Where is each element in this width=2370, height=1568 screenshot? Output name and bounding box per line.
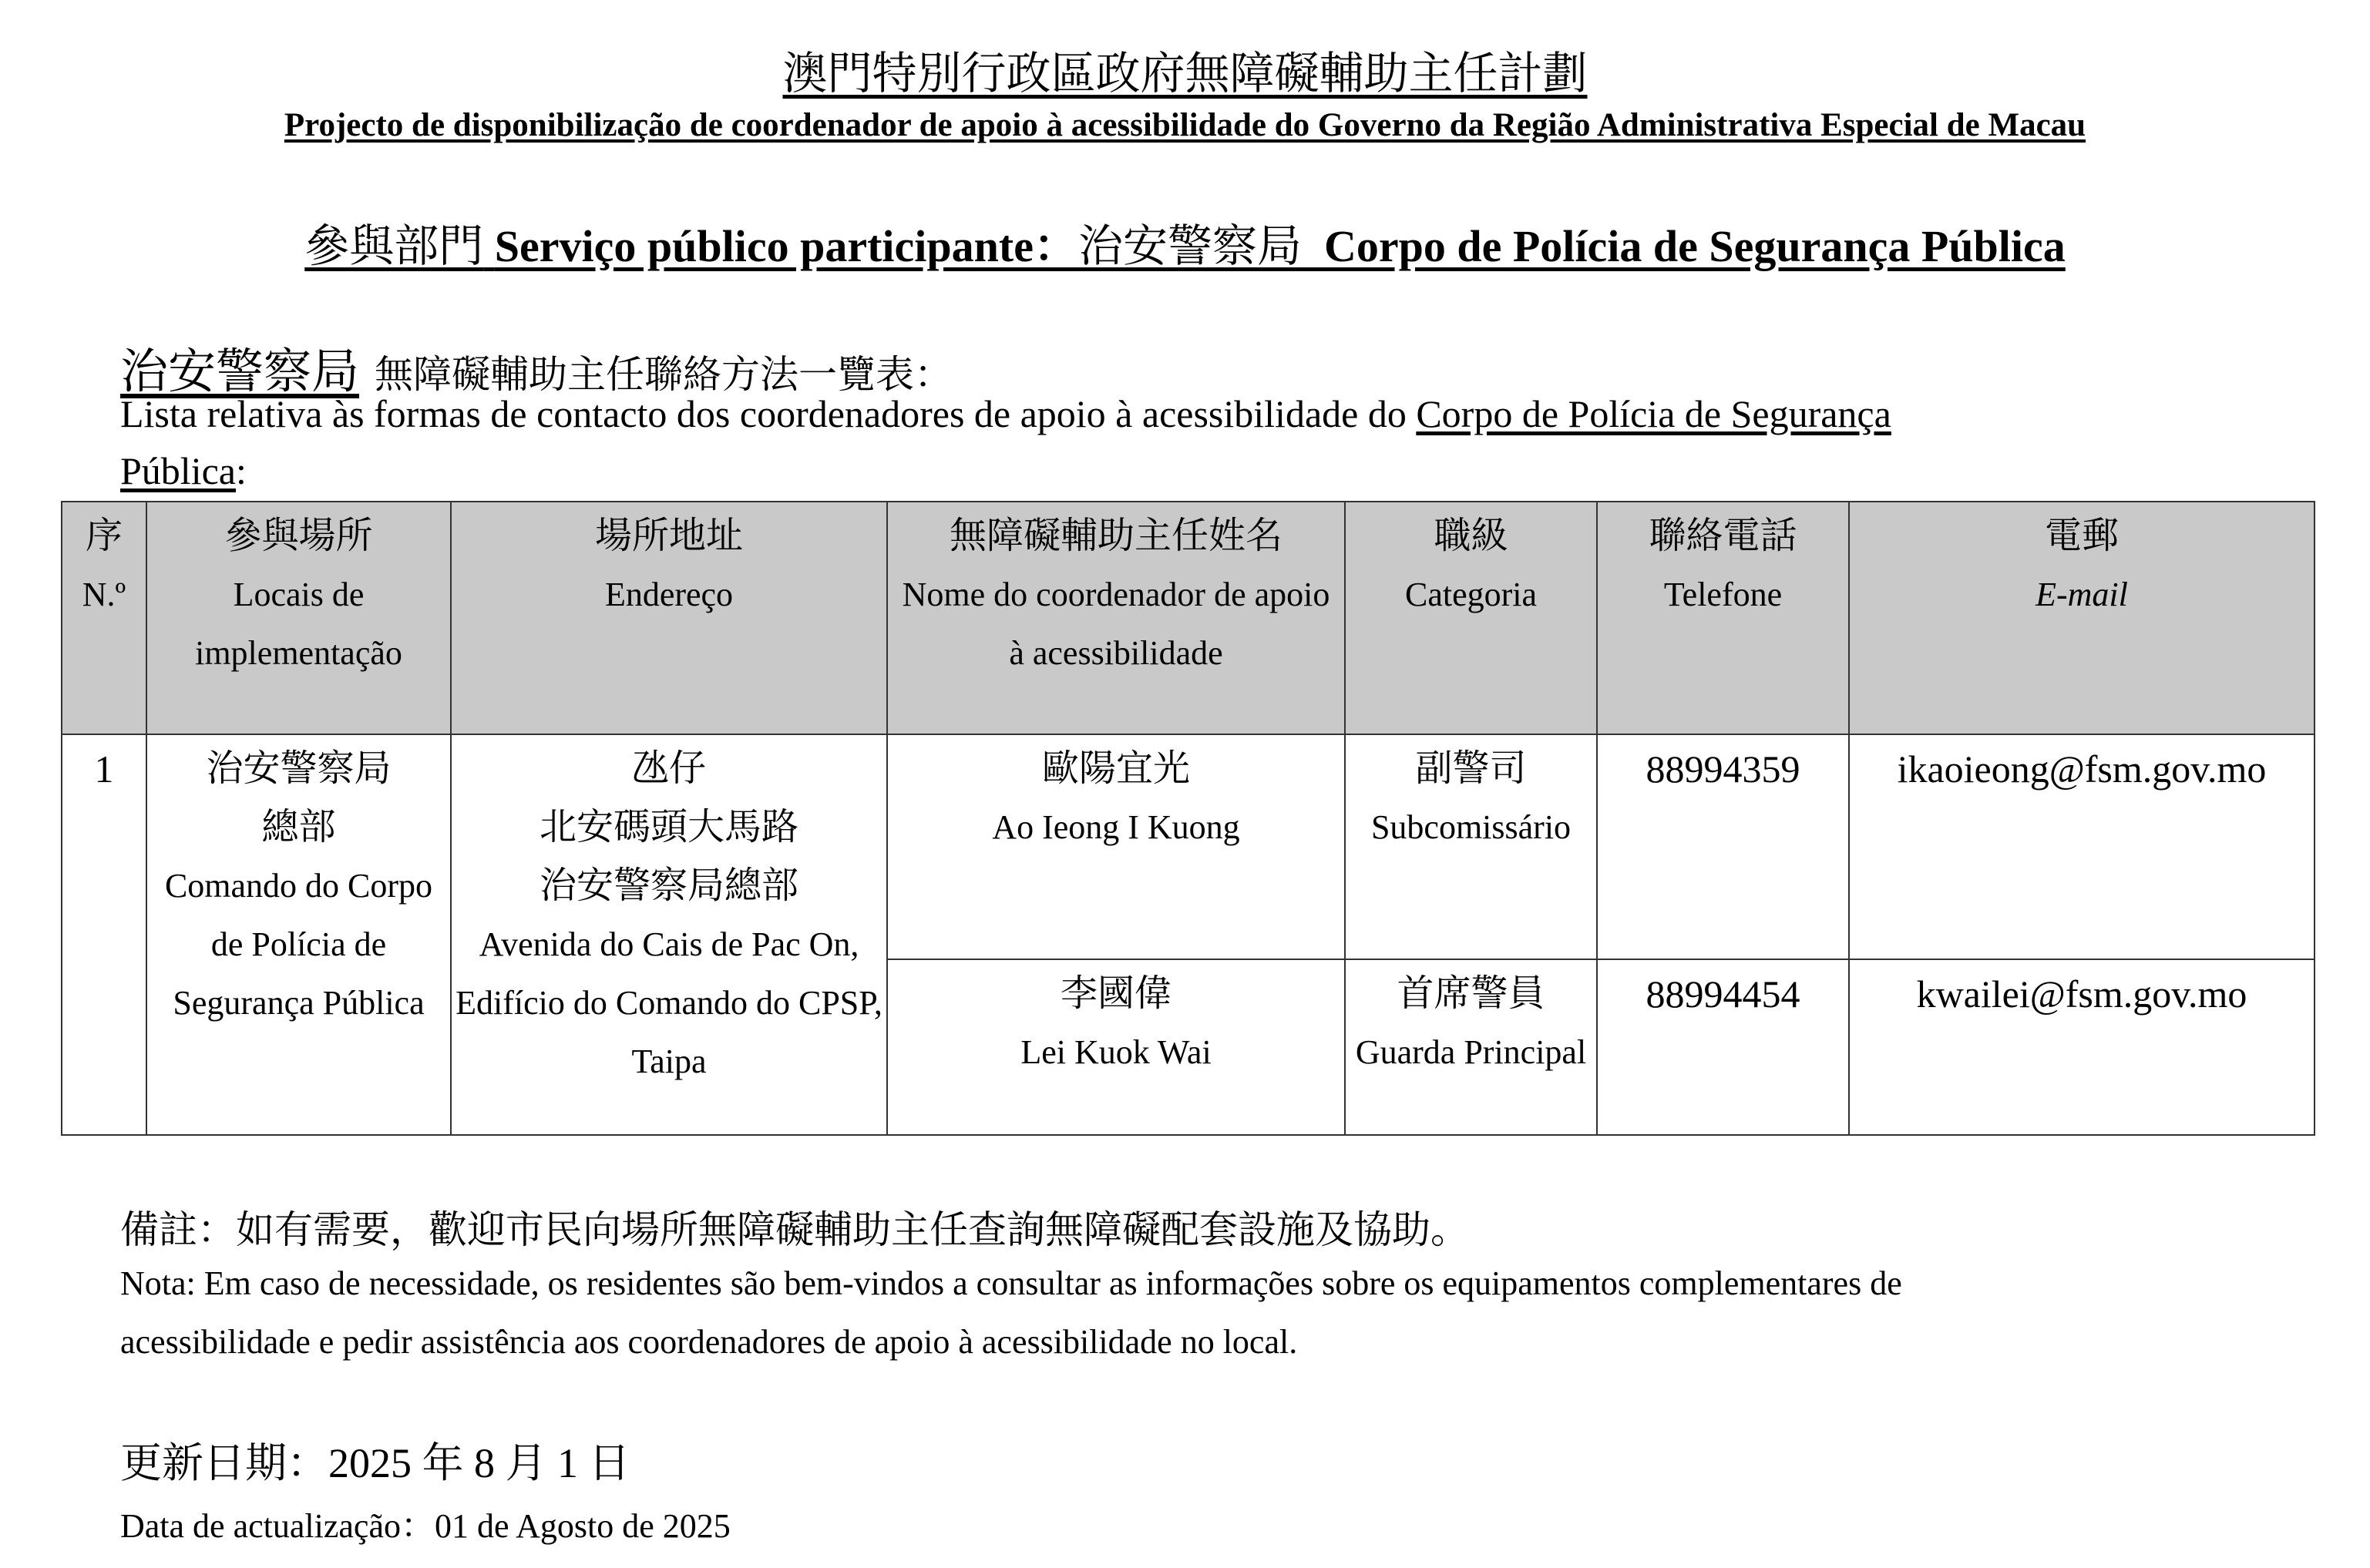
title-portuguese: Projecto de disponibilização de coordenador de apoio à acessibilidade do Governo da Região Administrativa Especial de Macau — [284, 107, 2086, 143]
coordinator-name-pt: Lei Kuok Wai — [1020, 1033, 1212, 1071]
entry-number: 1 — [94, 747, 114, 791]
list-heading-pt-suffix: : — [235, 449, 247, 492]
note-chinese: 備註：如有需要，歡迎市民向場所無障礙輔助主任查詢無障礙配套設施及協助。 — [120, 1208, 1469, 1251]
address-pt: Avenida do Cais de Pac On, Edifício do Comando do CPSP, Taipa — [456, 925, 882, 1080]
coordinator-rank-zh: 副警司 — [1415, 748, 1527, 789]
dept-name-portuguese: Corpo de Polícia de Segurança Pública — [1323, 221, 2066, 271]
cell-location — [146, 734, 451, 1135]
cell-email — [1849, 959, 2315, 1135]
dept-name-chinese: 治安警察局 — [1077, 221, 1302, 271]
coordinator-rank-pt: Guarda Principal — [1355, 1033, 1587, 1071]
location-zh-line2: 總部 — [261, 807, 336, 848]
header-number-zh: 序 — [85, 515, 123, 556]
list-heading-pt-dept-link: Corpo de Polícia de Segurança — [1416, 392, 1891, 435]
header-address — [451, 502, 887, 734]
coordinator-email[interactable]: kwailei@fsm.gov.mo — [1916, 972, 2247, 1016]
coordinator-phone: 88994359 — [1646, 747, 1800, 791]
cell-rank — [1345, 734, 1597, 959]
cell-phone — [1597, 734, 1849, 959]
cell-rank — [1345, 959, 1597, 1135]
location-pt: Comando do Corpo de Polícia de Segurança Pública — [164, 867, 433, 1022]
cell-phone — [1597, 959, 1849, 1135]
list-heading-portuguese-line1 — [120, 391, 1891, 436]
dept-label-portuguese: Serviço público participante： — [494, 221, 1078, 271]
header-location — [146, 502, 451, 734]
header-address-pt: Endereço — [604, 576, 734, 613]
cell-email — [1849, 734, 2315, 959]
header-phone — [1597, 502, 1849, 734]
coordinator-phone: 88994454 — [1646, 972, 1800, 1016]
address-zh-line2: 北安碼頭大馬路 — [539, 807, 798, 848]
coordinator-name-zh: 李國偉 — [1060, 973, 1172, 1014]
header-rank — [1345, 502, 1597, 734]
contacts-table — [61, 501, 2315, 1136]
dept-label-chinese: 參與部門 — [304, 221, 484, 271]
list-heading-portuguese-line2 — [120, 448, 247, 493]
list-heading-dept: 治安警察局 — [120, 346, 360, 398]
list-heading-pt-dept-link-cont: Pública — [120, 449, 236, 492]
header-rank-zh: 職級 — [1434, 515, 1508, 556]
note-portuguese-line2: acessibilidade e pedir assistência aos coordenadores de apoio à acessibilidade no local. — [120, 1323, 1298, 1361]
header-rank-pt: Categoria — [1404, 576, 1538, 613]
table-row — [62, 734, 2315, 959]
header-coordinator-name-zh: 無障礙輔助主任姓名 — [949, 515, 1282, 556]
header-location-zh: 參與場所 — [224, 515, 373, 556]
header-number-pt: N.º — [82, 576, 126, 613]
header-address-zh: 場所地址 — [594, 515, 743, 556]
cell-number — [62, 734, 146, 1135]
coordinator-email[interactable]: ikaoieong@fsm.gov.mo — [1897, 747, 2267, 791]
cell-coordinator-name — [887, 959, 1345, 1135]
header-phone-zh: 聯絡電話 — [1649, 515, 1797, 556]
list-heading-text: 無障礙輔助主任聯絡方法一覽表： — [375, 353, 953, 396]
cell-address — [451, 734, 887, 1135]
header-number — [62, 502, 146, 734]
header-email-zh: 電郵 — [2044, 515, 2119, 556]
header-email-pt: E-mail — [2036, 576, 2128, 613]
coordinator-rank-zh: 首席警員 — [1397, 973, 1545, 1014]
header-coordinator-name — [887, 502, 1345, 734]
header-phone-pt: Telefone — [1663, 576, 1783, 613]
address-zh-line3: 治安警察局總部 — [539, 865, 798, 906]
participating-department — [0, 210, 2370, 274]
update-date-chinese: 更新日期：2025 年 8 月 1 日 — [120, 1440, 630, 1486]
table-header-row — [62, 502, 2315, 734]
coordinator-rank-pt: Subcomissário — [1370, 808, 1572, 846]
header-email — [1849, 502, 2315, 734]
address-zh-line1: 氹仔 — [631, 748, 706, 789]
coordinator-name-pt: Ao Ieong I Kuong — [992, 808, 1240, 846]
cell-coordinator-name — [887, 734, 1345, 959]
note-portuguese-line1: Nota: Em caso de necessidade, os residentes são bem-vindos a consultar as informações sobre os equipamentos complementares de — [120, 1264, 1902, 1302]
title-chinese: 澳門特別行政區政府無障礙輔助主任計劃 — [782, 49, 1588, 99]
header-location-pt: Locais de implementação — [195, 576, 402, 672]
list-heading-pt-prefix: Lista relativa às formas de contacto dos coordenadores de apoio à acessibilidade do — [120, 392, 1417, 435]
location-zh-line1: 治安警察局 — [206, 748, 392, 789]
update-date-portuguese: Data de actualização：01 de Agosto de 2025 — [120, 1507, 731, 1545]
coordinator-name-zh: 歐陽宜光 — [1041, 748, 1190, 789]
header-coordinator-name-pt: Nome do coordenador de apoio à acessibilidade — [902, 576, 1330, 672]
